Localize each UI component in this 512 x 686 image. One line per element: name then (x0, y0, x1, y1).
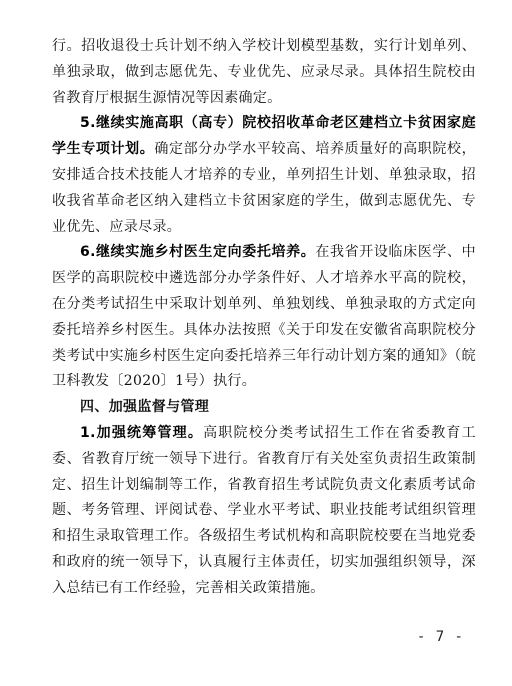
item-1-heading: 1.加强统筹管理。 (80, 424, 204, 441)
paragraph-continuation (52, 34, 476, 111)
page-number: - 7 - (416, 629, 464, 645)
paragraph-text: 在我省开设临床医学、中医学的高职院校中遴选部分办学条件好、人才培养水平高的院校，在分类考试招生中采取计划单列、单独划线、单独录取的方式定向委托培养乡村医生。具体办法按照《关于印发在安徽省高职院校分类考试中实施乡村医生定向委托培养三年行动计划方案的通知》（皖卫科教发〔2020〕1号）执行。 (52, 244, 476, 390)
item-5-heading: 5.继续实施高职（高专）院校招收革命老区建档立卡贫困家庭学生专项计划。 (52, 115, 476, 158)
paragraph-text: 高职院校分类考试招生工作在省委教育工委、省教育厅统一领导下进行。省教育厅有关处室负责招生政策制定、招生计划编制等工作，省教育招生考试院负责文化素质考试命题、考务管理、评阅试卷、学业水平考试、职业技能考试组织管理和招生录取管理工作。各级招生考试机构和高职院校要在当地党委和政府的统一领导下，认真履行主体责任，切实加强组织领导，深入总结已有工作经验，完善相关政策措施。 (52, 424, 476, 596)
paragraph-text: 行。招收退役士兵计划不纳入学校计划模型基数，实行计划单列、单独录取，做到志愿优先、专业优先、应录尽录。具体招生院校由省教育厅根据生源情况等因素确定。 (52, 38, 476, 106)
document-page (52, 34, 476, 602)
paragraph-item-6 (52, 240, 476, 395)
paragraph-item-5 (52, 111, 476, 240)
paragraph-item-1 (52, 421, 476, 602)
item-6-heading: 6.继续实施乡村医生定向委托培养。 (80, 244, 316, 261)
paragraph-text: 确定部分办学水平较高、培养质量好的高职院校，安排适合技术技能人才培养的专业，单列招生计划、单独录取，招收我省革命老区纳入建档立卡贫困家庭的学生，做到志愿优先、专业优先、应录尽录。 (52, 141, 477, 235)
section-heading: 四、加强监督与管理 (80, 399, 210, 416)
